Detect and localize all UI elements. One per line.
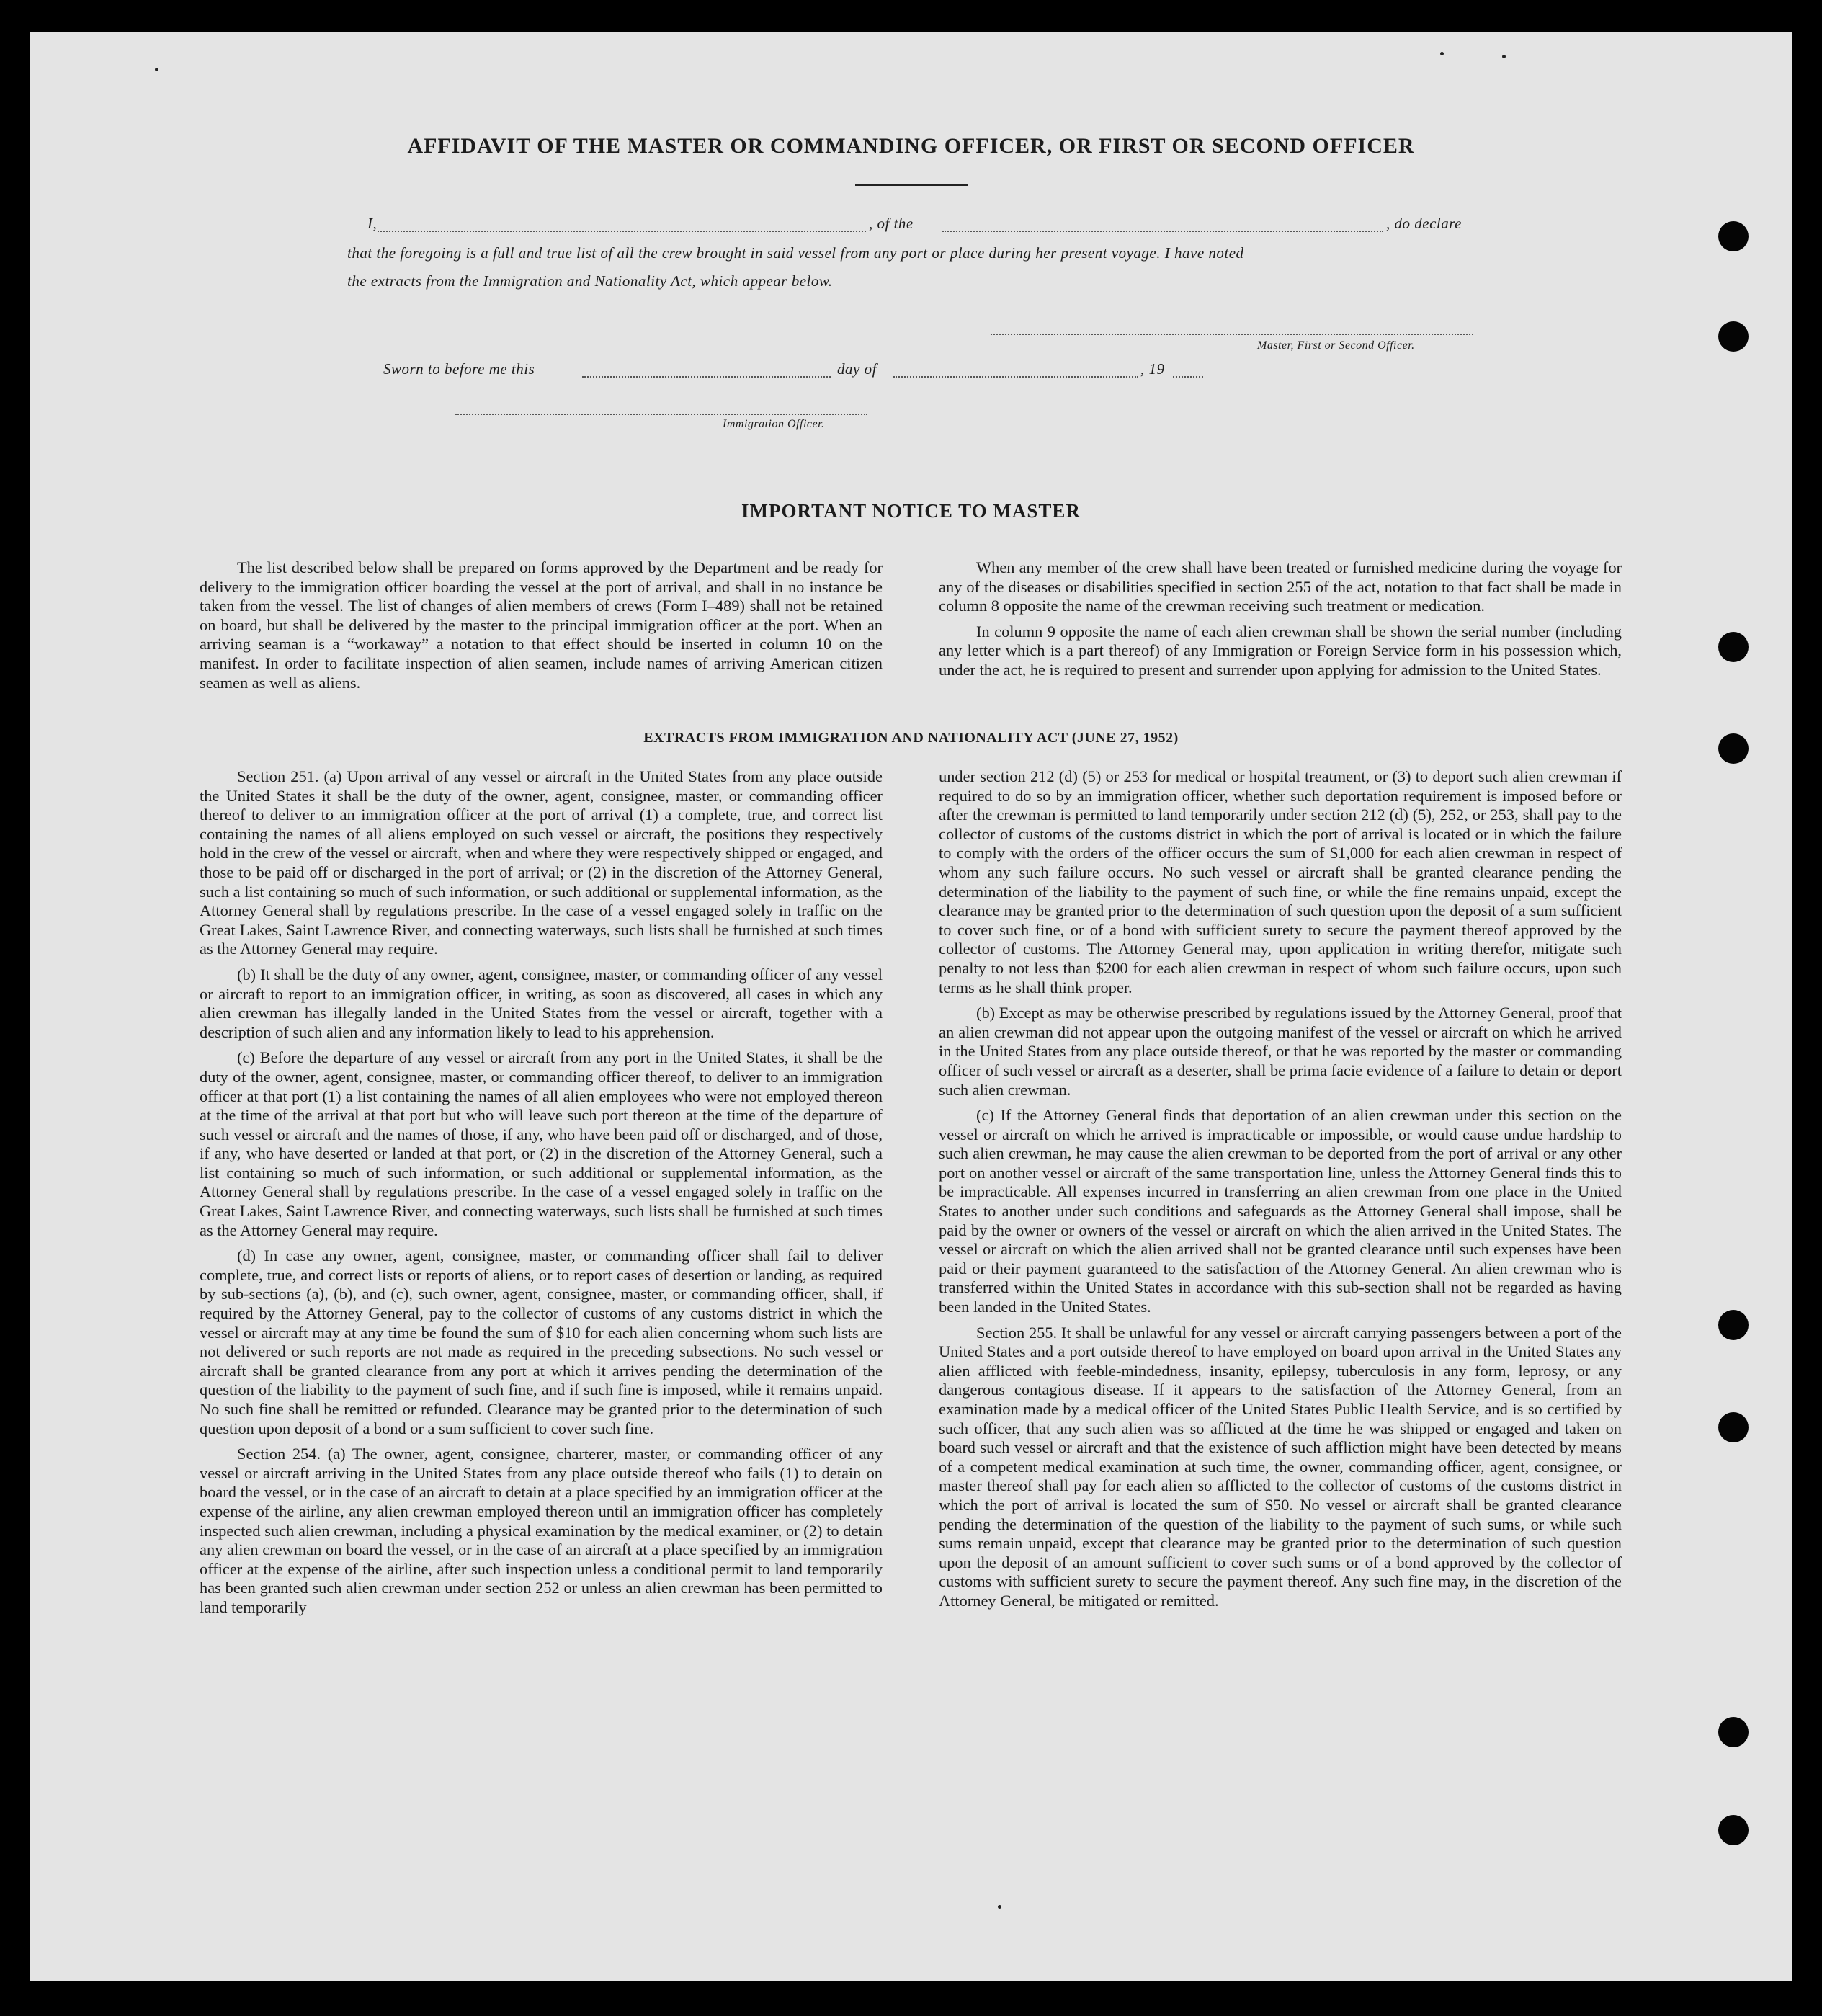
affidavit-i-label: I, <box>367 215 378 232</box>
section-251d: (d) In case any owner, agent, consignee, master, or commanding officer shall fail to deliver complete, true, and correct lists or reports of aliens, or to report cases of desertion or landing, as required by sub-sections (a), (b), and (c), such owner, agent, consignee, master, or commanding officer, shall, if required by the Attorney General, pay to the collector of customs of any customs district in which the vessel or aircraft may at any time be found the sum of $10 for each alien concerning whom such lists are not delivered or such reports are not made as required in the preceding subsections. No such vessel or aircraft shall be granted clearance from any port at which it arrives pending the determination of the question of the liability to the payment of such fine, and if such fine is imposed, while it remains unpaid. No such fine shall be remitted or refunded. Clearance may be granted prior to the determination of such question upon deposit of a bond or a sum sufficient to cover such fine. <box>200 1246 883 1437</box>
section-251a: Section 251. (a) Upon arrival of any vessel or aircraft in the United States from any place outside the United States it shall be the duty of the owner, agent, consignee, master, or commanding officer thereof to deliver to an immigration officer at the port of arrival (1) a complete, true, and correct list containing the names of all aliens employed on such vessel or aircraft, the positions they respectively hold in the crew of the vessel or aircraft, when and where they were respectively shipped or engaged, and those to be paid off or discharged in the port of arrival; or (2) in the discretion of the Attorney General, such a list containing so much of such information, or such additional or supplemental information, as the Attorney General shall by regulations prescribe. In the case of a vessel engaged solely in traffic on the Great Lakes, Saint Lawrence River, and connecting waterways, such lists shall be furnished at such times as the Attorney General may require. <box>200 767 883 958</box>
affidavit-statement-cont: the extracts from the Immigration and Nationality Act, which appear below. <box>347 272 833 290</box>
binder-hole <box>1718 1412 1749 1442</box>
section-251b: (b) It shall be the duty of any owner, agent, consignee, master, or commanding officer of any vessel or aircraft to report to an immigration officer, in writing, as soon as discovered, all cases in which any alien crewman has illegally landed in the United States from the vessel or aircraft, together with a description of such alien and any information likely to lead to his apprehension. <box>200 965 883 1041</box>
notice-right-column <box>939 558 1622 687</box>
extracts-right-column <box>939 767 1622 1618</box>
notice-left-column <box>200 558 883 699</box>
name-blank <box>378 231 866 232</box>
section-255: Section 255. It shall be unlawful for any vessel or aircraft carrying passengers between a port of the United States and a port outside thereof to have employed on board upon arrival in the United States any alien afflicted with feeble-mindedness, insanity, epilepsy, tuberculosis in any form, leprosy, or any dangerous contagious disease. If it appears to the satisfaction of the Attorney General, from an examination made by a medical officer of the United States Public Health Service, and is so certified by such officer, that any such alien was so afflicted at the time he was shipped or engaged and taken on board such vessel or aircraft and that the existence of such affliction might have been detected by means of a competent medical examination at such time, the owner, commanding officer, agent, consignee, or master thereof shall pay for each alien so afflicted to the collector of customs of the customs district in which the port of arrival is located the sum of $50. No vessel or aircraft shall be granted clearance pending the determination of the question of the liability to the payment of such sums, or while such sums remain unpaid, except that clearance may be granted prior to the determination of such question upon the deposit of an amount sufficient to cover such sums or of a bond approved by the collector of customs with sufficient surety to secure the payment thereof. Any such fine may, in the discretion of the Attorney General, be mitigated or remitted. <box>939 1323 1622 1610</box>
notice-paragraph: When any member of the crew shall have been treated or furnished medicine during the voyage for any of the diseases or disabilities specified in section 255 of the act, notation to that fact shall be made in column 8 opposite the name of the crewman receiving such treatment or medication. <box>939 558 1622 615</box>
affidavit-declare-label: , do declare <box>1386 215 1462 232</box>
binder-hole <box>1718 1717 1749 1747</box>
sworn-month-blank <box>893 376 1138 378</box>
master-signature-line <box>991 334 1473 335</box>
binder-hole <box>1718 1310 1749 1340</box>
binder-hole <box>1718 632 1749 662</box>
officer-signature-line <box>455 414 867 415</box>
scan-speck <box>1502 55 1506 58</box>
binder-hole <box>1718 221 1749 251</box>
extracts-left-column <box>200 767 883 1624</box>
section-254b: (b) Except as may be otherwise prescribed by regulations issued by the Attorney General, proof that an alien crewman did not appear upon the outgoing manifest of the vessel or aircraft on which he arrived in the United States from any place outside thereof, or that he was reported by the master or commanding officer of such vessel or aircraft as a deserter, shall be prima facie evidence of a failure to detain or deport such alien crewman. <box>939 1004 1622 1099</box>
extracts-title: EXTRACTS FROM IMMIGRATION AND NATIONALITY ACT (JUNE 27, 1952) <box>643 730 1179 746</box>
affidavit-title: AFFIDAVIT OF THE MASTER OR COMMANDING OFFICER, OR FIRST OR SECOND OFFICER <box>407 134 1415 158</box>
title-rule <box>855 184 968 186</box>
day-of-label: day of <box>837 360 877 378</box>
section-251c: (c) Before the departure of any vessel or aircraft from any port in the United States, it shall be the duty of the owner, agent, consignee, master, or commanding officer thereof, to deliver to an immigration officer at that port (1) a list containing the names of all alien employees who were not employed thereon at the time of the arrival at that port but who will leave such port thereon at the time of the departure of such vessel or aircraft and the names of those, if any, who have been paid off or discharged, and of those, if any, who have deserted or landed at that port, or (2) in the discretion of the Attorney General, such a list containing so much of such information, or such additional or supplemental information, as the Attorney General shall by regulations prescribe. In the case of a vessel engaged solely in traffic on the Great Lakes, Saint Lawrence River, and connecting waterways, such lists shall be furnished at such times as the Attorney General may require. <box>200 1048 883 1239</box>
notice-paragraph: The list described below shall be prepared on forms approved by the Department and be ready for delivery to the immigration officer boarding the vessel at the port of arrival, and shall in no instance be taken from the vessel. The list of changes of alien members of crews (Form I–489) shall not be retained on board, but shall be delivered by the master to the principal immigration officer at the port. When an arriving seaman is a “workaway” a notation to that effect should be inserted in column 10 on the manifest. In order to facilitate inspection of alien seamen, include names of arriving American citizen seamen as well as aliens. <box>200 558 883 692</box>
section-254c: (c) If the Attorney General finds that deportation of an alien crewman under this section on the vessel or aircraft on which he arrived is impracticable or impossible, or would cause undue hardship to such alien crewman, he may cause the alien crewman to be deported from the port of arrival or any other port on another vessel or aircraft of the same transportation line, unless the Attorney General finds this to be impracticable. All expenses incurred in transferring an alien crewman from one place in the United States to another under such conditions and safeguards as the Attorney General shall impose, shall be paid by the owner or owners of the vessel or aircraft on which the alien arrived in the United States. The vessel or aircraft on which the alien arrived shall not be granted clearance until such expenses have been paid or their payment guaranteed to the satisfaction of the Attorney General. An alien crewman who is transferred within the United States in accordance with this sub-section shall not be regarded as having been landed in the United States. <box>939 1106 1622 1316</box>
vessel-blank <box>942 231 1383 232</box>
section-254a-cont: under section 212 (d) (5) or 253 for medical or hospital treatment, or (3) to deport such alien crewman if required to do so by an immigration officer, whether such deportation requirement is imposed before or after the crewman is permitted to land temporarily under section 212 (d) (5), 252, or 253, shall pay to the collector of customs of the customs district in which the port of arrival is located or in which the failure to comply with the orders of the officer occurs the sum of $1,000 for each alien crewman in respect of whom any such failure occurs. No such vessel or aircraft shall be granted clearance pending the determination of the liability to the payment of such fine, or while the fine remains unpaid, except the clearance may be granted prior to the determination of such question upon the deposit of a sum sufficient to cover such fine, or of a bond with sufficient surety to secure the payment thereof approved by the collector of customs. The Attorney General may, upon application in writing therefor, mitigate such penalty to not less than $200 for each alien crewman in respect of whom such failure occurs, upon such terms as he shall think proper. <box>939 767 1622 996</box>
officer-caption: Immigration Officer. <box>723 418 825 430</box>
master-caption: Master, First or Second Officer. <box>1257 339 1415 352</box>
scan-speck <box>1440 52 1444 55</box>
notice-title: IMPORTANT NOTICE TO MASTER <box>741 500 1081 522</box>
binder-hole <box>1718 1815 1749 1845</box>
year-blank <box>1173 376 1203 378</box>
sworn-day-blank <box>582 376 831 378</box>
section-254a: Section 254. (a) The owner, agent, consignee, charterer, master, or commanding officer of any vessel or aircraft arriving in the United States from any place outside thereof who fails (1) to detain on board the vessel, or in the case of an aircraft to detain at a place specified by an immigration officer at the expense of the airline, any alien crewman employed thereon until an immigration officer has completely inspected such alien crewman, including a physical examination by the medical examiner, or (2) to detain any alien crewman on board the vessel, or in the case of an aircraft at a place specified by an immigration officer at the expense of the airline, after such inspection unless a conditional permit to land temporarily has been granted such alien crewman under section 252 or unless an alien crewman has been permitted to land temporarily <box>200 1445 883 1616</box>
affidavit-statement: that the foregoing is a full and true list of all the crew brought in said vessel from any port or place during her present voyage. I have noted <box>347 244 1244 262</box>
sworn-label: Sworn to before me this <box>383 360 535 378</box>
scan-speck <box>155 68 158 71</box>
affidavit-of-label: , of the <box>869 215 914 232</box>
scan-speck <box>998 1905 1001 1909</box>
year-label: , 19 <box>1140 360 1165 378</box>
notice-paragraph: In column 9 opposite the name of each alien crewman shall be shown the serial number (including any letter which is a part thereof) of any Immigration or Foreign Service form in his possession which, under the act, he is required to present and surrender upon applying for admission to the United States. <box>939 622 1622 679</box>
binder-hole <box>1718 321 1749 352</box>
